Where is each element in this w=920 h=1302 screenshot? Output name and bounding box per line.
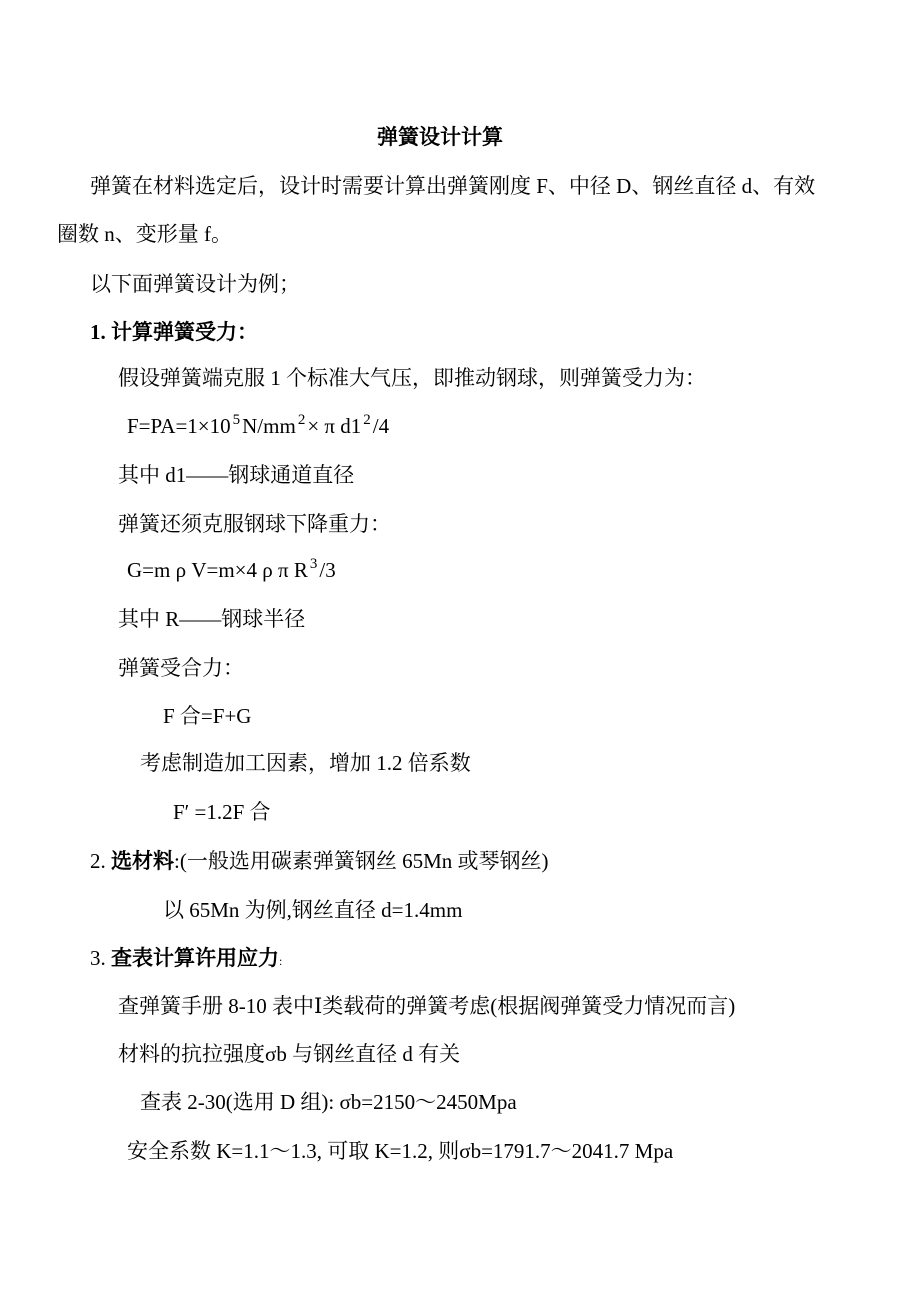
formula-force-part-a: F=PA=1×10 xyxy=(127,414,231,438)
formula-force-exp-3: 2 xyxy=(363,412,371,428)
intro-line-3: 以下面弹簧设计为例； xyxy=(90,272,300,296)
formula-gravity-exp: 3 xyxy=(309,556,318,572)
formula-force-part-b: N/mm xyxy=(242,414,296,438)
formula-adjusted: F′ =1.2F 合 xyxy=(173,800,271,824)
formula-force-exp-2: 2 xyxy=(297,412,306,428)
section-3-text-2: 材料的抗拉强度σb 与钢丝直径 d 有关 xyxy=(118,1042,461,1066)
formula-resultant: F 合=F+G xyxy=(163,704,252,728)
formula-gravity-part-a: G=m ρ V=m×4 ρ π R xyxy=(127,558,308,582)
formula-force-part-c: × π d1 xyxy=(307,414,362,438)
section-3-colon: : xyxy=(279,954,283,968)
intro-line-2: 圈数 n、变形量 f。 xyxy=(57,222,232,246)
section-3-number: 3. xyxy=(90,946,106,970)
section-3-title: 查表计算许用应力 xyxy=(111,946,279,970)
section-2-subtitle: :(一般选用碳素弹簧钢丝 65Mn 或琴钢丝) xyxy=(174,849,549,873)
formula-force-exp-1: 5 xyxy=(232,412,241,428)
section-3-text-3: 查表 2-30(选用 D 组): σb=2150～2450Mpa xyxy=(140,1090,517,1114)
section-3-text-1: 查弹簧手册 8-10 表中Ⅰ类载荷的弹簧考虑(根据阀弹簧受力情况而言) xyxy=(118,994,736,1018)
section-1-text-1: 假设弹簧端克服 1 个标准大气压，即推动钢球，则弹簧受力为： xyxy=(118,366,706,390)
formula-force xyxy=(127,412,389,443)
section-1-text-2: 其中 d1——钢球通道直径 xyxy=(118,463,355,487)
section-3-text-4: 安全系数 K=1.1～1.3, 可取 K=1.2, 则σb=1791.7～2041.7 Mpa xyxy=(127,1139,674,1163)
section-1-text-6: 考虑制造加工因素，增加 1.2 倍系数 xyxy=(140,751,471,775)
section-3-heading xyxy=(90,944,282,975)
formula-gravity xyxy=(127,556,336,587)
section-2-number: 2. xyxy=(90,849,106,873)
formula-gravity-part-b: /3 xyxy=(319,558,336,582)
section-1-text-3: 弹簧还须克服钢球下降重力： xyxy=(118,512,391,536)
section-2-title: 选材料 xyxy=(111,849,174,873)
section-1-text-5: 弹簧受合力： xyxy=(118,656,244,680)
page-title: 弹簧设计计算 xyxy=(377,125,503,149)
section-1-heading: 1. 计算弹簧受力： xyxy=(90,320,258,344)
section-2-text-1: 以 65Mn 为例,钢丝直径 d=1.4mm xyxy=(163,898,463,922)
section-2-heading xyxy=(90,847,549,875)
formula-force-part-d: /4 xyxy=(372,414,390,438)
intro-line-1: 弹簧在材料选定后，设计时需要计算出弹簧刚度 F、中径 D、钢丝直径 d、有效 xyxy=(90,174,816,198)
section-1-text-4: 其中 R——钢球半径 xyxy=(118,607,306,631)
